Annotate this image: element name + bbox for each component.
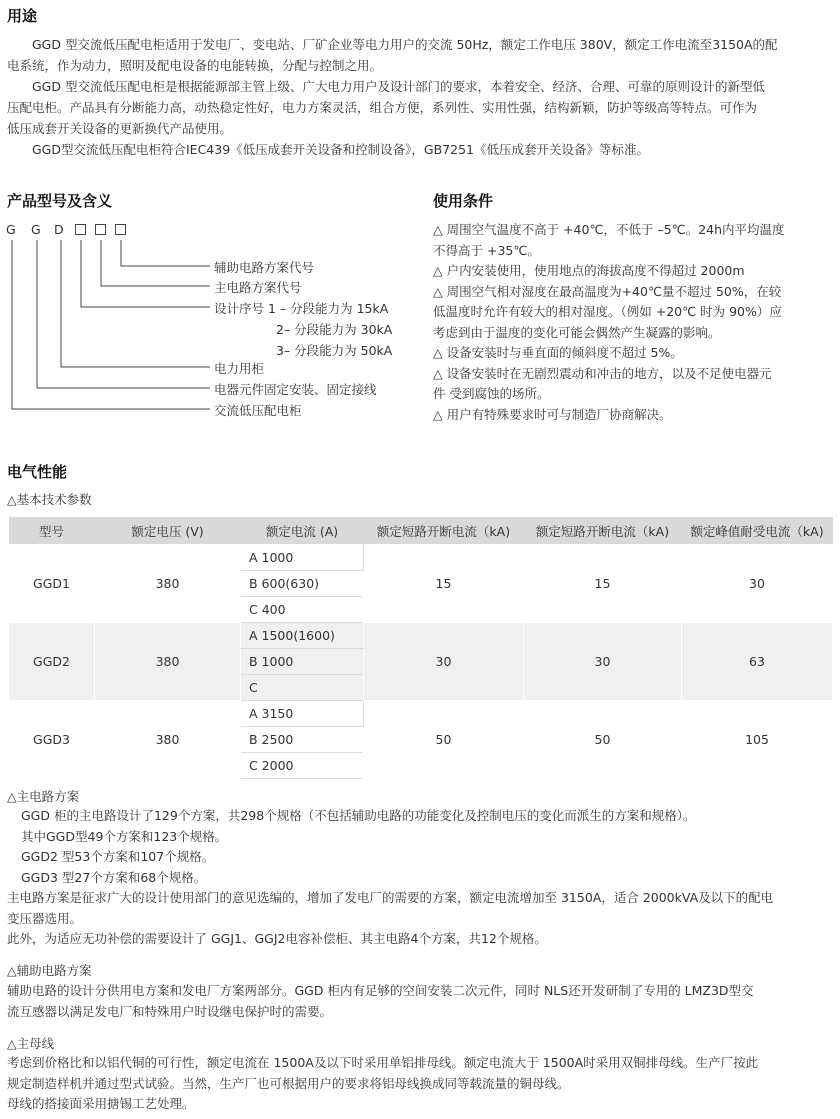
- busbar-body-1: 考虑到价格比和以铝代铜的可行性，额定电流在 1500A及以下时采用单铝排母线。额定电流大于 1500A时采用双铜排母线。生产厂按此: [7, 1055, 759, 1070]
- cell-peak: 30: [682, 545, 833, 623]
- busbar-body: [7, 1053, 758, 1115]
- label-serial-3: 3– 分段能力为 50kA: [276, 343, 393, 358]
- cell-current: A 1500(1600): [241, 623, 364, 649]
- usage-line-4: 压配电柜。产品具有分断能力高，动热稳定性好，电力方案灵活，组合方便，系列性、实用性强，结构新颖，防护等级高等特点。可作为: [7, 100, 758, 115]
- usage-line-1: GGD 型交流低压配电柜适用于发电厂、变电站、厂矿企业等电力用户的交流 50Hz，额定工作电压 380V，额定工作电流至3150A的配: [32, 37, 778, 52]
- cell-current: C: [241, 675, 364, 701]
- cell-model: GGD1: [9, 545, 95, 623]
- model-code-diagram: [0, 222, 430, 422]
- main-circuit-indented: [21, 806, 695, 888]
- header-break-2: 额定短路开断电流（kA): [524, 517, 682, 545]
- aux-circuit-body: [7, 981, 754, 1022]
- condition-line-10: △ 用户有特殊要求时可与制造厂协商解决。: [433, 406, 672, 422]
- label-serial-2: 2– 分段能力为 30kA: [276, 322, 393, 337]
- header-peak: 额定峰值耐受电流（kA): [682, 517, 833, 545]
- tech-params-table: [8, 517, 833, 779]
- cell-peak: 105: [682, 701, 833, 779]
- cell-break-2: 30: [524, 623, 682, 701]
- model-letter-g2: G: [31, 222, 41, 237]
- main-circuit-line-2: 其中GGD型49个方案和123个规格。: [21, 828, 228, 844]
- table-row: [9, 701, 833, 727]
- cell-peak: 63: [682, 623, 833, 701]
- table-row: [9, 623, 833, 649]
- label-ac-lv-cabinet: 交流低压配电柜: [214, 403, 302, 418]
- condition-line-9: 件 受到腐蚀的场所。: [433, 386, 550, 401]
- condition-line-7: △ 设备安装时与垂直面的倾斜度不超过 5%。: [433, 345, 683, 360]
- main-circuit-title: △主电路方案: [7, 789, 80, 804]
- label-power-cabinet: 电力用柜: [214, 361, 265, 376]
- usage-title: 用途: [7, 7, 38, 25]
- condition-line-3: △ 户内安装使用，使用地点的海拔高度不得超过 2000m: [433, 263, 745, 278]
- condition-line-1: △ 周围空气温度不高于 +40℃，不低于 –5℃。24h内平均温度: [433, 222, 785, 237]
- conditions-title: 使用条件: [433, 192, 494, 210]
- cell-break-1: 15: [364, 545, 524, 623]
- label-fixed-install: 电器元件固定安装、固定接线: [214, 382, 377, 397]
- main-circuit-line-3: GGD2 型53个方案和107个规格。: [21, 849, 215, 864]
- busbar-body-3: 母线的搭接面采用搪锡工艺处理。: [7, 1096, 195, 1111]
- header-break-1: 额定短路开断电流（kA): [364, 517, 524, 545]
- cell-current: C 2000: [241, 753, 364, 779]
- label-aux-circuit-code: 辅助电路方案代号: [214, 260, 315, 275]
- main-circuit-line-4: GGD3 型27个方案和68个规格。: [21, 869, 207, 885]
- electrical-subtitle: △基本技术参数: [7, 492, 92, 507]
- electrical-title: 电气性能: [7, 463, 68, 481]
- main-circuit-body-2: 变压器选用。: [7, 910, 83, 926]
- model-letter-g1: G: [6, 222, 16, 237]
- usage-line-3: GGD 型交流低压配电柜是根据能源部主管上级、广大电力用户及设计部门的要求，本着安全、经济、合理、可靠的原则设计的新型低: [32, 79, 765, 94]
- label-main-circuit-code: 主电路方案代号: [214, 280, 302, 295]
- cell-current: A 1000: [241, 545, 364, 571]
- diagram-connector-lines: [0, 222, 220, 422]
- cell-voltage: 380: [95, 545, 241, 623]
- cell-current: C 400: [241, 597, 364, 623]
- main-circuit-body-1: 主电路方案是征求广大的设计使用部门的意见选编的，增加了发电厂的需要的方案，额定电流增加至 3150A，适合 2000kVA及以下的配电: [7, 890, 774, 905]
- header-current: 额定电流 (A): [241, 517, 364, 545]
- condition-line-4: △ 周围空气相对湿度在最高温度为+40℃量不超过 50%，在较: [433, 283, 782, 299]
- aux-circuit-title: △辅助电路方案: [7, 963, 92, 978]
- usage-line-5: 低压成套开关设备的更新换代产品使用。: [7, 121, 233, 136]
- condition-line-2: 不得高于 +35℃。: [433, 242, 540, 258]
- label-design-serial: 设计序号 1 – 分段能力为 15kA: [214, 301, 389, 316]
- main-circuit-body-3: 此外，为适应无功补偿的需要设计了 GGJ1、GGJ2电容补偿柜、其主电路4个方案，共12个规格。: [7, 931, 547, 946]
- model-title: 产品型号及含义: [7, 192, 113, 210]
- busbar-title: △主母线: [7, 1036, 55, 1051]
- conditions-list: [433, 220, 785, 425]
- condition-line-8: △ 设备安装时在无剧烈震动和冲击的地方，以及不足使电器元: [433, 365, 772, 381]
- usage-line-6: GGD型交流低压配电柜符合IEC439《低压成套开关设备和控制设备》，GB7251《低压成套开关设备》等标准。: [32, 142, 649, 157]
- cell-voltage: 380: [95, 623, 241, 701]
- cell-break-2: 15: [524, 545, 682, 623]
- model-letter-d: D: [54, 222, 64, 237]
- main-circuit-line-1: GGD 柜的主电路设计了129个方案，共298个规格（不包括辅助电路的功能变化及控制电压的变化而派生的方案和规格）。: [21, 808, 696, 823]
- cell-break-2: 50: [524, 701, 682, 779]
- table-row: [9, 545, 833, 571]
- cell-current: B 1000: [241, 649, 364, 675]
- aux-circuit-body-2: 流互感器以满足发电厂和特殊用户时设继电保护时的需要。: [7, 1003, 333, 1019]
- main-circuit-body: [7, 888, 773, 950]
- cell-model: GGD3: [9, 701, 95, 779]
- condition-line-5: 低温度时允许有较大的相对湿度。（例如 +20℃ 时为 90%）应: [433, 304, 782, 319]
- cell-break-1: 50: [364, 701, 524, 779]
- cell-current: B 2500: [241, 727, 364, 753]
- header-model: 型号: [9, 517, 95, 545]
- cell-model: GGD2: [9, 623, 95, 701]
- busbar-body-2: 规定制造样机并通过型式试验。当然，生产厂也可根据用户的要求将铝母线换成同等载流量的铜母线。: [7, 1075, 570, 1091]
- cell-current: B 600(630): [241, 571, 364, 597]
- condition-line-6: 考虑到由于温度的变化可能会偶然产生凝露的影响。: [433, 324, 721, 340]
- header-voltage: 额定电压 (V): [95, 517, 241, 545]
- table-header-row: [9, 517, 833, 545]
- usage-line-2: 电系统，作为动力，照明及配电设备的电能转换，分配与控制之用。: [7, 58, 383, 73]
- cell-voltage: 380: [95, 701, 241, 779]
- cell-break-1: 30: [364, 623, 524, 701]
- cell-current: A 3150: [241, 701, 364, 727]
- aux-circuit-body-1: 辅助电路的设计分供用电方案和发电厂方案两部分。GGD 柜内有足够的空间安装二次元件，同时 NLS还开发研制了专用的 LMZ3D型交: [7, 983, 754, 998]
